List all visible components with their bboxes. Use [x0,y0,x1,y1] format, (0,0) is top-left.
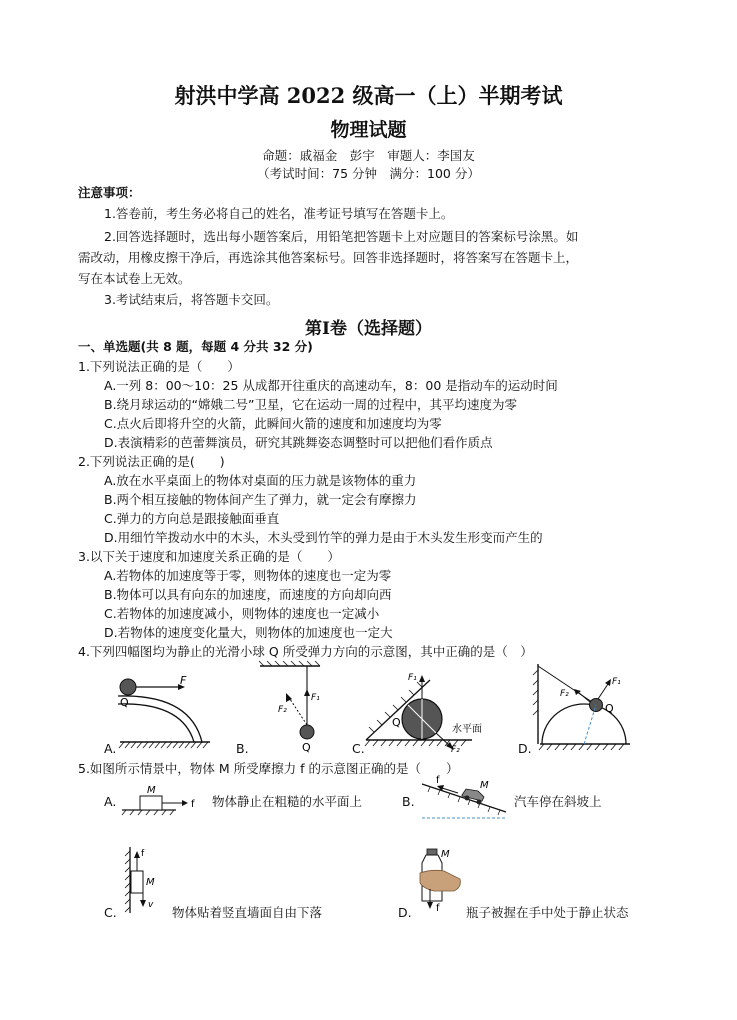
q4d-f2-label: F₂ [560,689,569,699]
q4b-f2-label: F₂ [278,705,287,715]
exam-info: （考试时间：75 分钟 满分：100 分） [257,166,480,181]
q2-option-c: C.弹力的方向总是跟接触面垂直 [104,511,280,526]
note-item-3: 3.考试结束后，将答题卡交回。 [104,292,279,307]
q5a-friction-label: f [191,799,195,810]
q1-option-c: C.点火后即将升空的火箭，此瞬间火箭的速度和加速度均为零 [104,416,442,431]
q5-option-a: A. [104,794,117,809]
q5-figure-c [120,845,170,915]
q5b-mass-label: M [480,780,489,791]
q4c-horizontal-label: 水平面 [452,724,482,735]
q5-stem: 5.如图所示情景中，物体 M 所受摩擦力 f 的示意图正确的是（ ） [78,761,459,776]
q1-option-d: D.表演精彩的芭蕾舞演员，研究其跳舞姿态调整时可以把他们看作质点 [104,435,493,450]
note-item-1: 1.答卷前，考生务必将自己的姓名，准考证号填写在答题卡上。 [104,206,454,221]
section-title: 第Ⅰ卷（选择题） [305,319,432,339]
q4d-ball-label: Q [605,702,614,715]
q1-stem: 1.下列说法正确的是（ ） [78,359,240,374]
notes-heading: 注意事项： [78,185,141,200]
q5c-velocity-label: v [148,900,154,910]
q2-option-a: A.放在水平桌面上的物体对桌面的压力就是该物体的重力 [104,473,417,488]
q5c-mass-label: M [146,877,155,888]
q5-option-b: B. [402,794,415,809]
page-title: 射洪中学高 2022 级高一（上）半期考试 [174,83,563,108]
authors-line: 命题：戚福金 彭宇 审题人：李国友 [262,148,475,163]
q5-text-d: 瓶子被握在手中处于静止状态 [466,905,629,920]
q4-option-d: D. [518,741,532,756]
q4-option-c: C. [352,741,365,756]
q3-option-c: C.若物体的加速度减小，则物体的速度也一定减小 [104,606,380,621]
q2-option-d: D.用细竹竿拨动水中的木头，木头受到竹竿的弹力是由于木头发生形变而产生的 [104,530,543,545]
q5d-friction-label: f [436,903,440,914]
q4-figure-c [360,666,500,756]
q5b-friction-label: f [436,775,440,786]
q4a-ball-label: Q [120,696,129,709]
q4c-ball-label: Q [392,716,401,729]
q3-stem: 3.以下关于速度和加速度关系正确的是（ ） [78,549,340,564]
q5-text-b: 汽车停在斜坡上 [514,794,602,809]
q2-option-b: B.两个相互接触的物体间产生了弹力，就一定会有摩擦力 [104,492,417,507]
q5-text-c: 物体贴着竖直墙面自由下落 [172,905,323,920]
q4c-f2-label: F₂ [451,745,460,755]
q5-figure-d [414,847,464,919]
note-item-2-line2: 需改动，用橡皮擦干净后，再选涂其他答案标号。回答非选择题时，将答案写在答题卡上， [78,250,579,265]
q3-option-b: B.物体可以具有向东的加速度，而速度的方向却向西 [104,587,392,602]
q3-option-d: D.若物体的速度变化量大，则物体的加速度也一定大 [104,625,393,640]
q4-figure-b [250,662,330,752]
part-heading: 一、单选题(共 8 题，每题 4 分共 32 分) [78,339,313,354]
q1-option-a: A.一列 8：00～10：25 从成都开往重庆的高速动车，8：00 是指动车的运动时间 [104,378,558,393]
q4b-f1-label: F₁ [311,693,320,703]
q4-option-a: A. [104,741,117,756]
q4c-f1-label: F₁ [408,673,417,683]
q3-option-a: A.若物体的加速度等于零，则物体的速度也一定为零 [104,568,392,583]
q5-figure-a [120,782,210,818]
q4a-force-label: F [180,674,187,687]
q4-figure-a [100,672,220,752]
q4-option-b: B. [236,741,249,756]
q1-option-b: B.绕月球运动的“嫦娥二号”卫星，它在运动一周的过程中，其平均速度为零 [104,397,518,412]
q5c-friction-label: f [141,849,145,859]
note-item-2-line3: 写在本试卷上无效。 [78,271,191,286]
q4-figure-d [530,662,640,754]
q5-figure-b [418,776,510,822]
q5-option-c: C. [104,905,117,920]
q4-stem: 4.下列四幅图均为静止的光滑小球 Q 所受弹力方向的示意图，其中正确的是（ ） [78,644,533,659]
q4d-f1-label: F₁ [612,677,621,687]
q4b-ball-label: Q [302,741,311,754]
q5-text-a: 物体静止在粗糙的水平面上 [212,794,363,809]
note-item-2-line1: 2.回答选择题时，选出每小题答案后，用铅笔把答题卡上对应题目的答案标号涂黑。如 [104,229,579,244]
q5d-mass-label: M [441,849,450,860]
page-subtitle: 物理试题 [330,119,407,141]
q2-stem: 2.下列说法正确的是( ) [78,454,225,469]
q5a-mass-label: M [147,785,156,796]
q5-option-d: D. [398,905,412,920]
